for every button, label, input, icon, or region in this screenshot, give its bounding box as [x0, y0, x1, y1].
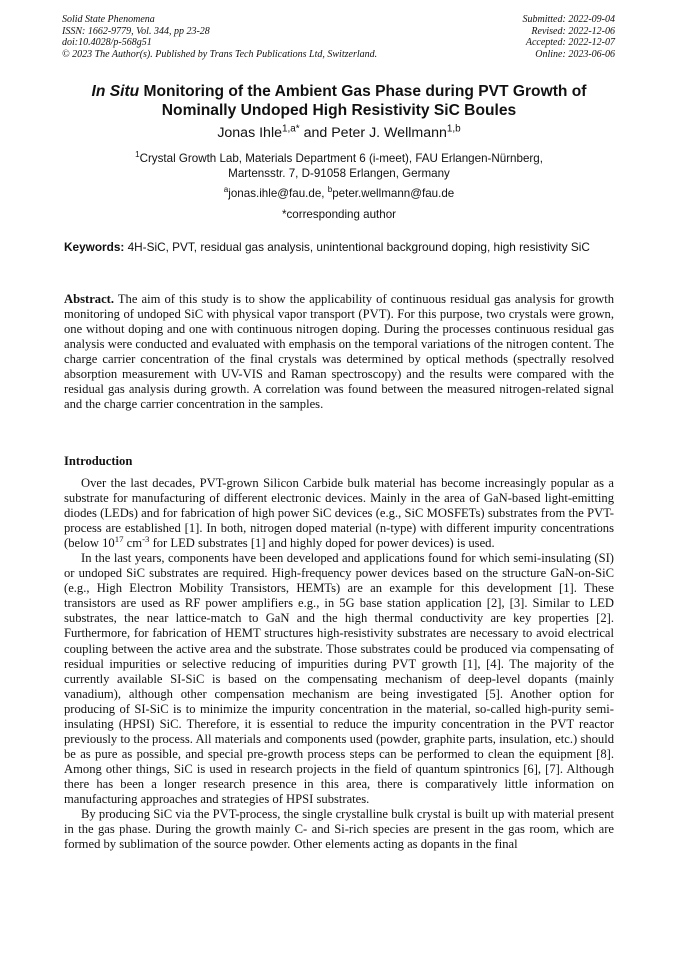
affiliation: [60, 151, 618, 181]
author-and: and: [299, 125, 332, 141]
issn-line: ISSN: 1662-9779, Vol. 344, pp 23-28: [62, 25, 210, 37]
affiliation-sup: 1: [135, 150, 140, 160]
intro-p1-text-end: for LED substrates [1] and highly doped for power devices) is used.: [149, 536, 495, 551]
abstract-label: Abstract.: [64, 292, 115, 306]
revised-date: Revised: 2022-12-06: [531, 25, 615, 37]
intro-paragraph-2: In the last years, components have been developed and applications found for which semi-insulating (SI) or undoped SiC substrates are required. High-frequency power devices based on the structure GaN-on-SiC (e.g., High Electron Mobility Transistors, HEMTs) are an example for this development [1]. These transistors are used as RF power amplifiers e.g., in 5G base station application [2], [3]. Similar to LED substrates, the near lattice-match to GaN and the high thermal conductivity are key properties [2]. Furthermore, for fabrication of HEMT structures high-resistivity substrates are necessary to avoid electrical coupling between the active area and the substrate. Those substrates could be produced via compensating of residual impurities or selective reducing of impurities during PVT growth [1], [4]. The majority of the currently available SI-SiC is based on the compensating mechanism of deep-level dopants (mainly vanadium), although other compensation mechanism are being investigated [5]. Another option for producing of SI-SiC is to minimize the impurity concentration in the material, so-called high-purity semi-insulating (HPSI) SiC. Therefore, it is essential to reduce the impurity concentration in the PVT reactor previously to the process. All materials and components used (powder, graphite parts, insulation, etc.) should be as pure as possible, and special pre-growth process steps can be performed to clean the equipment [8]. Among other things, SiC is used in research projects in the field of quantum spintronics [6], [7]. Although there has been a longer research presence in this area, there is comparatively little information on manufacturing approaches and strategies of HPSI substrates.: [64, 551, 614, 806]
email-a[interactable]: jonas.ihle@fau.de,: [228, 187, 328, 200]
author-list: [0, 124, 678, 142]
section-heading-introduction: Introduction: [64, 454, 133, 468]
author-1-affil: 1,a*: [282, 123, 300, 135]
author-2: Peter J. Wellmann: [331, 125, 447, 141]
title-line1: Monitoring of the Ambient Gas Phase during PVT Growth of: [139, 83, 587, 100]
email-b-sup: b: [327, 185, 333, 195]
intro-paragraph-1: [64, 476, 614, 551]
keywords: [64, 240, 614, 255]
email-b[interactable]: peter.wellmann@fau.de: [332, 187, 455, 200]
corresponding-author-note: *corresponding author: [281, 208, 397, 221]
copyright-line: © 2023 The Author(s). Published by Trans Tech Publications Ltd, Switzerland.: [62, 48, 378, 60]
affiliation-line2: Martensstr. 7, D-91058 Erlangen, Germany: [228, 167, 450, 180]
email-a-sup: a: [223, 185, 229, 195]
online-date: Online: 2023-06-06: [535, 48, 615, 60]
keywords-text: 4H-SiC, PVT, residual gas analysis, unintentional background doping, high resistivity SiC: [124, 240, 590, 254]
intro-p1-unit-exponent: -3: [142, 534, 150, 544]
author-2-affil: 1,b: [446, 123, 461, 135]
accepted-date: Accepted: 2022-12-07: [525, 37, 615, 49]
intro-p1-unit: cm: [123, 536, 143, 551]
abstract-text: The aim of this study is to show the applicability of continuous residual gas analysis for growth monitoring of undoped SiC with physical vapor transport (PVT). For this purpose, two crystals were grown, one without doping and one with continuous nitrogen doping. During the processes continuous residual gas analysis were conducted and evaluated with emphasis on the temporal variations of the nitrogen content. The charge carrier concentration of the final crystals was determined by optical methods (spectrally resolved absorption measurement with UV-VIS and Raman spectroscopy) and the results were compared with the residual gas analysis during growth. A correlation was found between the measured nitrogen-related signal and the charge carrier concentration in the samples.: [64, 292, 614, 412]
intro-paragraph-3: By producing SiC via the PVT-process, the single crystalline bulk crystal is built up with material present in the gas phase. During the growth mainly C- and Si-rich species are present in the gas room, which are formed by sublimation of the source powder. Other elements acting as dopants in the final: [64, 807, 614, 852]
journal-name: Solid State Phenomena: [62, 14, 155, 25]
author-1: Jonas Ihle: [217, 125, 282, 141]
keywords-label: Keywords:: [64, 240, 125, 254]
abstract: [64, 292, 614, 412]
email-line: [60, 186, 618, 201]
title-italic: In Situ: [91, 83, 140, 100]
doi-line[interactable]: doi:10.4028/p-568g51: [62, 37, 152, 49]
affiliation-line1: Crystal Growth Lab, Materials Department 6 (i-meet), FAU Erlangen-Nürnberg,: [139, 152, 543, 165]
intro-p1-exponent: 17: [114, 534, 124, 544]
paper-title: [40, 82, 638, 120]
dates-info: [523, 14, 616, 60]
introduction-body: [64, 476, 614, 852]
journal-info: [62, 14, 377, 60]
intro-p1-text: Over the last decades, PVT-grown Silicon Carbide bulk material has become increasingly popular as a substrate for manufacturing of different electronic devices. Mainly in the area of GaN-based light-emitting diodes (LEDs) and for fabrication of high power SiC devices (e.g., SiC MOSFETs) substrates from the PVT-process are established [1]. In both, nitrogen doped material (n-type) with different impurity concentrations (below 10: [64, 476, 614, 551]
title-line2: Nominally Undoped High Resistivity SiC Boules: [161, 102, 517, 119]
submitted-date: Submitted: 2022-09-04: [522, 14, 615, 25]
